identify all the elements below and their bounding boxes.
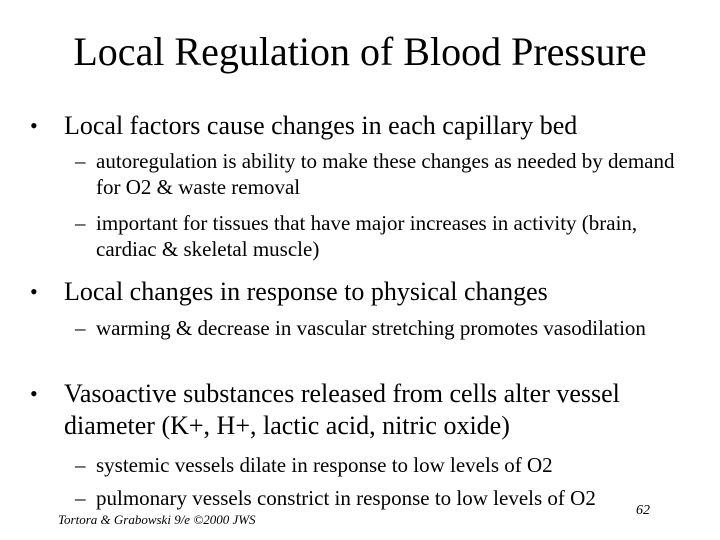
sub-bullet-marker: – (75, 453, 86, 477)
sub-bullet-marker: – (75, 149, 86, 173)
sub-bullet-text: warming & decrease in vascular stretching promotes vasodilation (96, 316, 646, 340)
sub-bullet-marker: – (75, 316, 86, 340)
bullet-marker: • (30, 381, 38, 406)
sub-bullet-item (75, 210, 685, 262)
sub-bullet-marker: – (75, 211, 86, 235)
bullet-item (30, 378, 690, 442)
sub-bullet-text: pulmonary vessels constrict in response to low levels of O2 (96, 486, 596, 510)
sub-bullet-item (75, 315, 685, 341)
sub-bullet-text: autoregulation is ability to make these changes as needed by demand for O2 & waste removal (96, 149, 675, 199)
slide-title: Local Regulation of Blood Pressure (73, 29, 647, 74)
sub-bullet-item (75, 485, 685, 511)
sub-bullet-item (75, 148, 685, 200)
bullet-text: Vasoactive substances released from cells alter vessel diameter (K+, H+, lactic acid, nitric oxide) (64, 379, 620, 440)
bullet-item (30, 276, 690, 308)
bullet-marker: • (30, 279, 38, 304)
sub-bullet-text: systemic vessels dilate in response to low levels of O2 (96, 453, 553, 477)
bullet-item (30, 110, 690, 142)
sub-bullet-item (75, 452, 685, 478)
sub-bullet-text: important for tissues that have major increases in activity (brain, cardiac & skeletal muscle) (96, 211, 638, 261)
sub-bullet-marker: – (75, 486, 86, 510)
slide-footer: Tortora & Grabowski 9/e ©2000 JWS (58, 512, 256, 527)
bullet-text: Local factors cause changes in each capillary bed (64, 111, 578, 140)
bullet-text: Local changes in response to physical changes (64, 277, 548, 306)
bullet-marker: • (30, 113, 38, 138)
page-number: 62 (636, 503, 650, 518)
